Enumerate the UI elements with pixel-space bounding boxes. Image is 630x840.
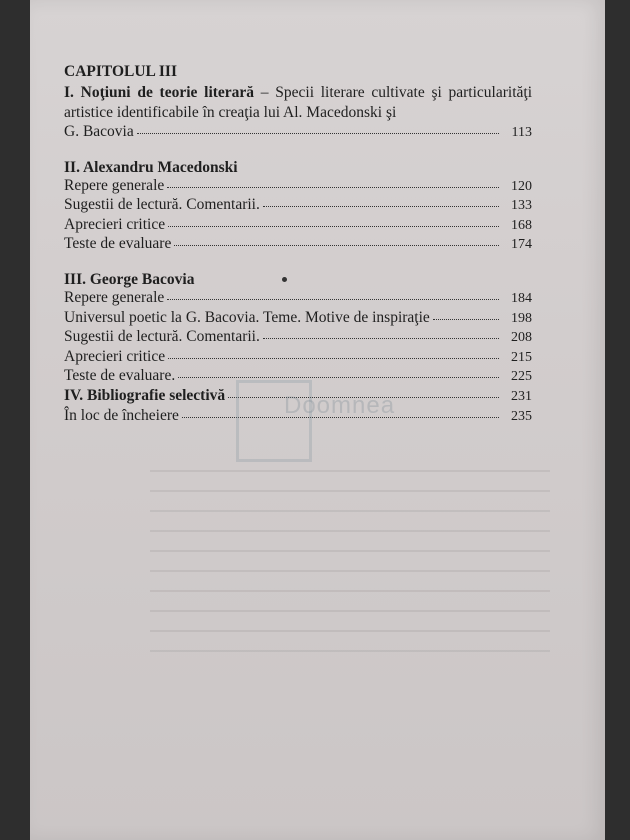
separator-dot (282, 277, 287, 282)
chapter-title: CAPITOLUL III (64, 63, 177, 80)
intro-text: – Specii literare cultivate şi particularităţi artistice identificabile în creaţia lui Al. Macedonski şi (64, 84, 532, 121)
entry-label: Sugestii de lectură. Comentarii. (64, 328, 260, 346)
entry-label: Teste de evaluare (64, 235, 172, 253)
watermark-text: Doomnea (284, 392, 396, 419)
leader-dots (263, 334, 499, 339)
toc-entry (64, 289, 532, 309)
page-number: 184 (511, 290, 532, 306)
page-number: 113 (511, 125, 532, 140)
leader-dots (263, 202, 499, 207)
page-number: 225 (511, 369, 532, 385)
entry-label: Teste de evaluare. (64, 367, 176, 385)
entry-label: Aprecieri critice (64, 347, 166, 365)
page-number: 208 (511, 330, 532, 346)
entry-label: Repere generale (64, 288, 165, 306)
leader-dots (167, 183, 499, 188)
section-heading: II. Alexandru Macedonski (64, 158, 238, 176)
page-number: 120 (511, 178, 532, 194)
page-number: 215 (511, 349, 532, 365)
intro-last-label: G. Bacovia (64, 123, 134, 140)
toc-entry (64, 216, 532, 236)
bleed-through-lines (150, 470, 550, 690)
leader-dots (168, 222, 499, 227)
page-number: 235 (511, 408, 532, 424)
toc-entry (64, 177, 532, 197)
toc-entry (64, 235, 532, 255)
toc-entry (64, 328, 532, 348)
toc-entry (64, 348, 532, 368)
entry-label: Aprecieri critice (64, 215, 166, 233)
page-number: 174 (511, 237, 532, 253)
entry-label: Universul poetic la G. Bacovia. Teme. Motive de inspiraţie (64, 308, 430, 326)
leader-dots (137, 129, 499, 134)
leader-dots (174, 241, 499, 246)
entry-label: Sugestii de lectură. Comentarii. (64, 196, 260, 214)
intro-last-line (64, 123, 532, 143)
page-number: 198 (511, 310, 532, 326)
section-heading: III. George Bacovia (64, 270, 195, 288)
intro-entry (64, 83, 532, 123)
table-of-contents (64, 63, 532, 426)
leader-dots (433, 315, 499, 320)
leader-dots (168, 354, 499, 359)
section-macedonski (64, 159, 532, 255)
toc-entry (64, 196, 532, 216)
entry-label: IV. Bibliografie selectivă (64, 386, 226, 404)
page-number: 133 (511, 198, 532, 214)
intro-heading: I. Noţiuni de teorie literară (64, 84, 255, 101)
page-number: 231 (511, 388, 532, 404)
entry-label: Repere generale (64, 176, 165, 194)
entry-label: În loc de încheiere (64, 406, 179, 424)
leader-dots (167, 295, 499, 300)
page-number: 168 (511, 217, 532, 233)
toc-entry (64, 309, 532, 329)
leader-dots (178, 373, 499, 378)
